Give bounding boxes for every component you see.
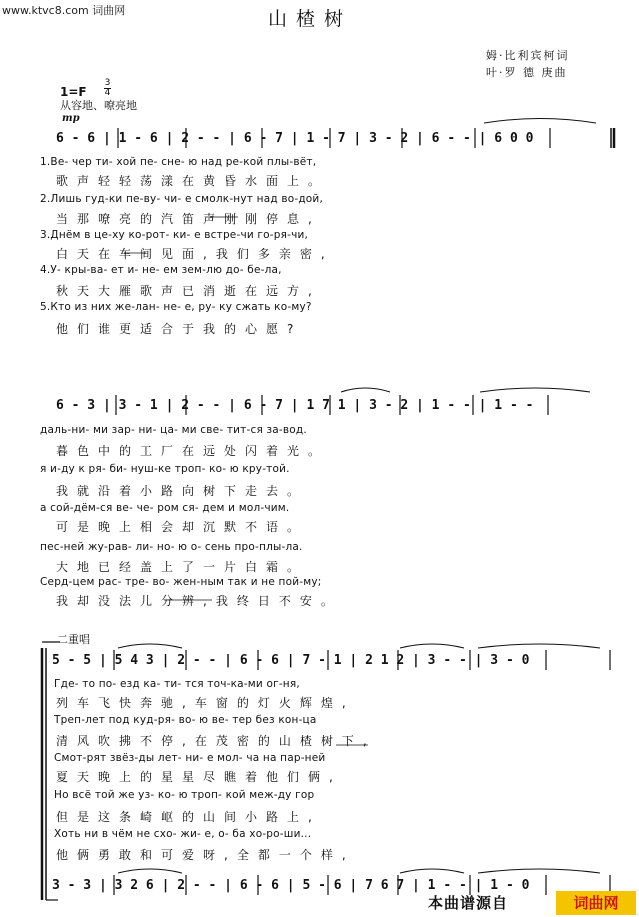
lyricist-credit: 姆·比利宾柯词 — [486, 49, 570, 62]
duet-label: 二重唱 — [57, 633, 90, 646]
lyric-verse2b-zh: 我就沿着小路向树下走去。 — [56, 484, 309, 498]
lyric-verse2-ru: 2.Лишь гуд-ки пе-ву- чи- е смолк-нут над во-дой, — [40, 193, 323, 205]
lyric-verse5c-ru: Хоть ни в чём не схо- жи- е, о- ба хо-ро-ши... — [54, 828, 312, 840]
lyric-verse4-zh: 秋天大雁歌声已消逝在远方, — [56, 284, 321, 298]
tempo-marking: 从容地、嘹亮地 — [60, 99, 137, 112]
lyric-verse3b-zh: 可是晚上相会却沉默不语。 — [56, 520, 309, 534]
lyric-verse5c-zh: 他俩勇敢和可爱呀,全都一个样, — [56, 848, 355, 862]
meter-bottom: 4 — [104, 88, 111, 98]
lyric-verse2c-ru: Треп-лет под куд-ря- во- ю ве- тер без кон-ца — [54, 714, 317, 726]
lyric-verse3c-zh: 夏天晚上的星星尽瞧着他们俩, — [56, 770, 342, 784]
dynamic-marking: mp — [62, 113, 80, 124]
lyric-verse3b-ru: а сой-дём-ся ве- че- ром ся- дем и мол-чим. — [40, 502, 290, 514]
site-logo-badge[interactable]: 词曲网 — [556, 891, 636, 915]
lyric-verse1b-zh: 暮色中的工厂在远处闪着光。 — [56, 444, 330, 458]
lyric-verse1c-ru: Где- то по- езд ка- ти- тся точ-ка-ми ог-ня, — [54, 678, 300, 690]
lyric-verse3-ru: 3.Днём в це-ху ко-рот- ки- е встре-чи го-ря-чи, — [40, 229, 309, 241]
lyric-verse5b-ru: Серд-цем рас- тре- во- жен-ным так и не пой-му; — [40, 576, 322, 588]
lyric-verse4b-ru: пес-ней жу-рав- ли- но- ю о- сень про-плы-ла. — [40, 541, 303, 553]
notation-line-4-lower: 3 - 3 | 3 2 6 | 2 - - | 6 - 6 | 5 - 6 | 7 6 7 | 1 - - | 1 - 0 — [52, 878, 530, 893]
lyric-verse4b-zh: 大地已经盖上了一片白霜。 — [56, 560, 309, 574]
lyric-verse3c-ru: Смот-рят звёз-ды лет- ни- е мол- ча на пар-ней — [54, 752, 326, 764]
lyric-verse2c-zh: 清风吹拂不停,在茂密的山楂树下, — [56, 734, 376, 748]
key-signature: 1=F — [60, 85, 87, 99]
lyric-verse4c-ru: Но всё той же уз- ко- ю троп- кой меж-ду гор — [54, 789, 315, 801]
composer-credit: 叶·罗 德 庚曲 — [486, 66, 568, 79]
meter-top: 3 — [104, 78, 111, 88]
lyric-verse2b-ru: я и-ду к ря- би- нуш-ке троп- ко- ю кру-той. — [40, 463, 290, 475]
notation-line-3-upper: 5 - 5 | 5 4 3 | 2 - - | 6 - 6 | 7 - 1 | 2 1 2 | 3 - - | 3 - 0 — [52, 653, 530, 668]
lyric-verse1-ru: 1.Ве- чер ти- хой пе- сне- ю над ре-кой плы-вёт, — [40, 156, 317, 168]
lyric-verse1b-ru: даль-ни- ми зар- ни- ца- ми све- тит-ся за-вод. — [40, 424, 307, 436]
lyric-verse4-ru: 4.У- кры-ва- ет и- не- ем зем-лю до- бе-ла, — [40, 264, 282, 276]
lyric-verse5-ru: 5.Кто из них же-лан- не- е, ру- ку сжать ко-му? — [40, 301, 312, 313]
lyric-verse4c-zh: 但是这条崎岖的山间小路上, — [56, 810, 321, 824]
source-watermark: 本曲谱源自 — [428, 894, 509, 912]
song-title: 山楂树 — [268, 8, 353, 30]
lyric-verse5b-zh: 我却没法儿分辨,我终日不安。 — [56, 594, 342, 608]
lyric-verse5-zh: 他们谁更适合于我的心愿? — [56, 322, 303, 336]
site-url[interactable]: www.ktvc8.com 词曲网 — [2, 4, 126, 17]
lyric-verse2-zh: 当那嘹亮的汽笛声刚刚停息, — [56, 212, 321, 226]
notation-line-2: 6 - 3 | 3 - 1 | 2 - - | 6 - 7 | 1 7 1 | 3 - 2 | 1 - - | 1 - - — [56, 398, 534, 413]
lyric-verse1-zh: 歌声轻轻荡漾在黄昏水面上。 — [56, 174, 330, 188]
lyric-verse3-zh: 白天在车间见面,我们多亲密, — [56, 247, 334, 261]
notation-line-1: 6 - 6 | 1 - 6 | 2 - - | 6 - 7 | 1 - 7 | 3 - 2 | 6 - - | 6 0 0 — [56, 131, 534, 146]
lyric-verse1c-zh: 列车飞快奔驰,车窗的灯火辉煌, — [56, 696, 355, 710]
